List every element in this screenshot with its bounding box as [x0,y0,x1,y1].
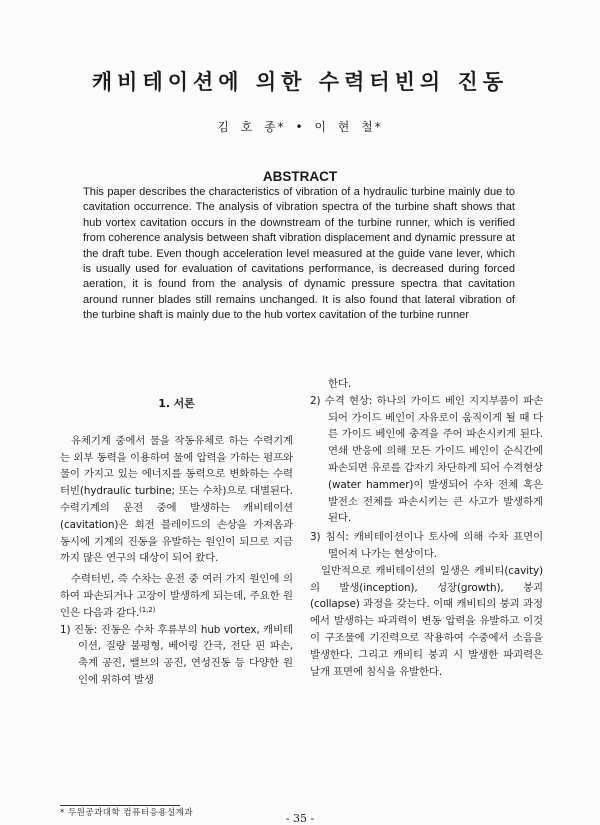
right-column [310,376,543,680]
citation-ref: (1,2) [139,605,156,614]
abstract-heading: ABSTRACT [262,169,338,184]
list-item-vibration: 1) 진동: 진동은 수차 후류부의 hub vortex, 캐비테이션, 질량 불평형, 베어링 간극, 전단 핀 파손, 축계 공진, 밸브의 공진, 연성진동 등 다양한 원인에 위하여 발생 [60,623,293,686]
footnote-affiliation: * 두원공과대학 컴퓨터응용설계과 [60,808,194,818]
abstract-text: This paper describes the characteristics of vibration of a hydraulic turbine mainly due to cavitation occurrence. The analysis of vibration spectra of the turbine shaft shows that hub vortex cavitation occurs in the downstream of the turbine runner, which is verified from coherence analysis between shaft vibration displacement and dynamic pressure at the draft tube. Even though acceleration level measured at the guide vane lever, which is usually used for evaluation of cavitations performance, is decreased during forced aeration, it is found from the analysis of dynamic pressure spectra that cavitation around runner blades still remains unchanged. It is also found that lateral vibration of the turbine shaft is mainly due to the hub vortex cavitation of the turbine runner [83,186,515,322]
left-column [60,396,293,689]
intro-paragraph-1: 유체기계 중에서 물을 작동유체로 하는 수력기계는 외부 동력을 이용하여 물에 압력을 가하는 펌프와 물이 가지고 있는 에너지를 동력으로 변화하는 수력터빈(hydraulic turbine; 또는 수차)으로 대별된다. 수력기계의 운전 중에 발생하는 캐비테이션(cavitation)은 회전 블레이드의 손상을 가져옴과 동시에 기계의 진동을 유발하는 원인이 되므로 지금까지 많은 연구의 대상이 되어 왔다. [60,434,293,565]
page-number: - 35 - [285,812,315,825]
cause-list [60,622,293,689]
section-heading: 1. 서론 [158,397,195,410]
author-line: 김 호 종* • 이 현 철* [217,120,383,134]
cause-list-continued [310,393,543,563]
intro-paragraph-2 [60,571,293,621]
cavitation-paragraph: 일반적으로 캐비테이션의 일생은 캐비티(cavity)의 발생(inception), 성장(growth), 붕괴(collapse) 과정을 갖는다. 이때 캐비티의 붕괴 과정에서 발생하는 파괴력이 변동 압력을 유발하고 이것이 구조물에 기진력으로 작용하여 수중에서 소음을 발생한다. 그리고 캐비티 붕괴 시 발생한 파괴력은 날개 표면에 침식을 유발한다. [310,564,543,678]
list-item-water-hammer: 2) 수격 현상: 하나의 가이드 베인 지지부품이 파손되어 가이드 베인이 자유로이 움직이게 될 때 다른 가이드 베인에 충격을 주어 파손시키게 된다. 연쇄 반응에 의해 모든 가이드 베인이 순식간에 파손되면 유로를 갑자기 차단하게 되어 수격현상(water hammer)이 발생되어 수차 전체 혹은 발전소 전체를 파손시키는 큰 사고가 발생하게 된다. [310,394,543,525]
list-item-vibration-continued: 한다. [328,378,352,390]
list-item-erosion: 3) 침식: 캐비테이션이나 토사에 의해 수차 표면이 떨어져 나가는 현상이다. [310,531,543,560]
paper-title: 캐비테이션에 의한 수력터빈의 진동 [91,70,509,94]
intro-paragraph-2-text: 수력터빈, 즉 수차는 운전 중 여러 가지 원인에 의하여 파손되거나 고장이 발생하게 되는데, 주요한 원인은 다음과 같다. [60,573,293,619]
